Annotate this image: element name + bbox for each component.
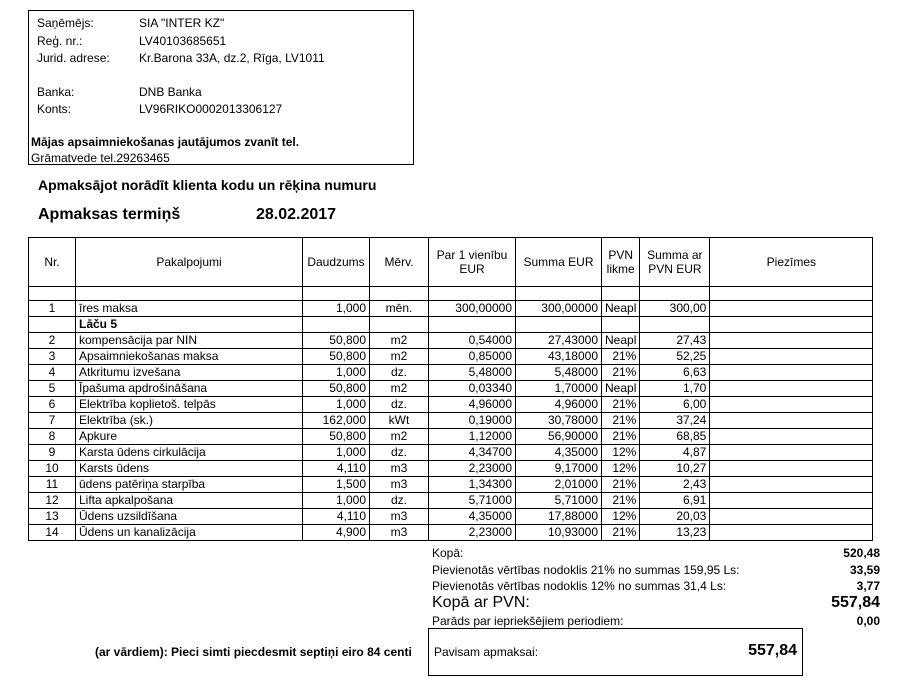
row-sum: 4,35000: [516, 445, 602, 461]
accountant-phone: Grāmatvede tel.29263465: [31, 151, 170, 165]
header-vat: PVN likme: [602, 238, 640, 287]
row-price: 4,34700: [429, 445, 516, 461]
row-notes: [710, 493, 873, 509]
row-notes: [710, 413, 873, 429]
table-row: [29, 477, 873, 493]
row-sum-vat: 6,91: [640, 493, 710, 509]
row-vat: Neapl: [602, 333, 640, 349]
row-sum-vat: 10,27: [640, 461, 710, 477]
table-row: [29, 381, 873, 397]
row-price: 5,71000: [429, 493, 516, 509]
row-vat: 21%: [602, 365, 640, 381]
row-service: Atkritumu izvešana: [76, 365, 303, 381]
total-vat-label: Kopā ar PVN:: [432, 594, 530, 611]
row-unit: m2: [370, 333, 429, 349]
row-notes: [710, 333, 873, 349]
row-sum: 300,00000: [516, 301, 602, 317]
row-sum: 1,70000: [516, 381, 602, 397]
row-vat: 12%: [602, 445, 640, 461]
subtotal-value: 520,48: [843, 546, 880, 560]
payment-label: Pavisam apmaksai:: [434, 645, 539, 659]
row-sum: 9,17000: [516, 461, 602, 477]
vat12-value: 3,77: [856, 579, 880, 593]
header-price: Par 1 vienību EUR: [429, 238, 516, 287]
row-price: [429, 317, 516, 333]
vat21-label: Pievienotās vērtības nodoklis 21% no summas 159,95 Ls:: [432, 563, 740, 577]
row-vat: 12%: [602, 461, 640, 477]
table-row: [29, 445, 873, 461]
row-service: Lāču 5: [76, 317, 303, 333]
row-price: 2,23000: [429, 525, 516, 541]
row-vat: Neapl: [602, 381, 640, 397]
row-unit: dz.: [370, 493, 429, 509]
row-service: Elektrība (sk.): [76, 413, 303, 429]
row-unit: dz.: [370, 365, 429, 381]
row-qty: 50,800: [303, 429, 370, 445]
row-sum-vat: 37,24: [640, 413, 710, 429]
row-nr: 12: [29, 493, 76, 509]
recipient-label: Saņēmējs:: [37, 16, 94, 30]
row-service: Ūdens un kanalizācija: [76, 525, 303, 541]
vat21-value: 33,59: [849, 563, 880, 577]
row-sum: 56,90000: [516, 429, 602, 445]
row-sum-vat: 20,03: [640, 509, 710, 525]
row-nr: 8: [29, 429, 76, 445]
account-value: LV96RIKO0002013306127: [139, 102, 283, 116]
row-price: 4,96000: [429, 397, 516, 413]
row-notes: [710, 301, 873, 317]
header-sum: Summa EUR: [516, 238, 602, 287]
table-row: [29, 413, 873, 429]
row-unit: m3: [370, 525, 429, 541]
invoice-table: [28, 237, 873, 541]
row-sum: 17,88000: [516, 509, 602, 525]
row-sum: 30,78000: [516, 413, 602, 429]
row-notes: [710, 429, 873, 445]
row-qty: 50,800: [303, 333, 370, 349]
row-nr: 2: [29, 333, 76, 349]
row-notes: [710, 461, 873, 477]
row-unit: [370, 317, 429, 333]
row-sum-vat: 300,00: [640, 301, 710, 317]
row-notes: [710, 349, 873, 365]
row-unit: m3: [370, 477, 429, 493]
payment-instruction: Apmaksājot norādīt klienta kodu un rēķina numuru: [38, 177, 377, 193]
row-sum: 2,01000: [516, 477, 602, 493]
row-qty: 1,000: [303, 301, 370, 317]
row-service: Karsts ūdens: [76, 461, 303, 477]
row-service: Karsta ūdens cirkulācija: [76, 445, 303, 461]
row-price: 0,85000: [429, 349, 516, 365]
table-row: [29, 525, 873, 541]
row-service: Lifta apkalpošana: [76, 493, 303, 509]
table-row: [29, 429, 873, 445]
bank-label: Banka:: [37, 85, 75, 99]
row-price: 0,03340: [429, 381, 516, 397]
phone-note: Mājas apsaimniekošanas jautājumos zvanīt tel.: [31, 135, 300, 149]
row-unit: m2: [370, 349, 429, 365]
row-notes: [710, 525, 873, 541]
row-unit: m3: [370, 461, 429, 477]
row-price: 1,34300: [429, 477, 516, 493]
row-service: īres maksa: [76, 301, 303, 317]
table-header-row: [29, 238, 873, 287]
legal-address-value: Kr.Barona 33A, dz.2, Rīga, LV1011: [139, 51, 325, 65]
row-sum-vat: 52,25: [640, 349, 710, 365]
row-unit: mēn.: [370, 301, 429, 317]
payment-value: 557,84: [748, 642, 797, 659]
row-nr: 4: [29, 365, 76, 381]
row-qty: 50,800: [303, 381, 370, 397]
row-service: ūdens patēriņa starpība: [76, 477, 303, 493]
row-vat: [602, 317, 640, 333]
table-row: [29, 397, 873, 413]
row-unit: m2: [370, 381, 429, 397]
row-sum-vat: 13,23: [640, 525, 710, 541]
row-qty: 4,110: [303, 461, 370, 477]
row-nr: 14: [29, 525, 76, 541]
row-vat: 21%: [602, 525, 640, 541]
row-notes: [710, 509, 873, 525]
row-sum: [516, 317, 602, 333]
row-qty: 50,800: [303, 349, 370, 365]
debt-value: 0,00: [856, 614, 880, 628]
row-nr: 5: [29, 381, 76, 397]
row-unit: dz.: [370, 445, 429, 461]
table-row: [29, 365, 873, 381]
row-sum: 10,93000: [516, 525, 602, 541]
row-sum: 5,71000: [516, 493, 602, 509]
reg-nr-label: Reģ. nr.:: [37, 34, 83, 48]
row-notes: [710, 381, 873, 397]
row-unit: dz.: [370, 397, 429, 413]
row-vat: 12%: [602, 509, 640, 525]
row-vat: 21%: [602, 493, 640, 509]
header-service: Pakalpojumi: [76, 238, 303, 287]
row-unit: m3: [370, 509, 429, 525]
row-service: Apsaimniekošanas maksa: [76, 349, 303, 365]
row-vat: 21%: [602, 413, 640, 429]
table-row: [29, 301, 873, 317]
total-vat-value: 557,84: [831, 594, 880, 611]
subtotal-label: Kopā:: [432, 546, 464, 560]
row-nr: 11: [29, 477, 76, 493]
row-nr: 10: [29, 461, 76, 477]
row-price: 300,00000: [429, 301, 516, 317]
recipient-box: [28, 10, 414, 165]
header-unit: Mērv.: [370, 238, 429, 287]
row-notes: [710, 397, 873, 413]
row-notes: [710, 317, 873, 333]
row-vat: 21%: [602, 349, 640, 365]
row-nr: 1: [29, 301, 76, 317]
row-price: 0,19000: [429, 413, 516, 429]
table-row: [29, 333, 873, 349]
row-price: 5,48000: [429, 365, 516, 381]
row-nr: 7: [29, 413, 76, 429]
row-sum: 5,48000: [516, 365, 602, 381]
account-label: Konts:: [37, 102, 72, 116]
table-row: [29, 509, 873, 525]
amount-in-words: (ar vārdiem): Pieci simti piecdesmit septiņi eiro 84 centi: [95, 645, 412, 659]
header-qty: Daudzums: [303, 238, 370, 287]
debt-label: Parāds par iepriekšējiem periodiem:: [432, 614, 624, 628]
table-row: [29, 461, 873, 477]
row-sum-vat: [640, 317, 710, 333]
row-vat: 21%: [602, 397, 640, 413]
row-notes: [710, 445, 873, 461]
row-qty: 1,000: [303, 493, 370, 509]
row-qty: 4,110: [303, 509, 370, 525]
row-sum-vat: 6,00: [640, 397, 710, 413]
row-sum: 43,18000: [516, 349, 602, 365]
table-row: [29, 493, 873, 509]
row-qty: 1,500: [303, 477, 370, 493]
row-qty: 1,000: [303, 445, 370, 461]
row-sum-vat: 1,70: [640, 381, 710, 397]
row-vat: Neapl: [602, 301, 640, 317]
vat12-label: Pievienotās vērtības nodoklis 12% no summas 31,4 Ls:: [432, 579, 727, 593]
row-service: Apkure: [76, 429, 303, 445]
row-sum-vat: 68,85: [640, 429, 710, 445]
row-qty: 162,000: [303, 413, 370, 429]
row-price: 4,35000: [429, 509, 516, 525]
due-date: 28.02.2017: [256, 206, 337, 223]
row-qty: 1,000: [303, 397, 370, 413]
row-qty: 4,900: [303, 525, 370, 541]
row-sum: 4,96000: [516, 397, 602, 413]
row-price: 0,54000: [429, 333, 516, 349]
due-label: Apmaksas termiņš: [38, 206, 181, 223]
row-sum-vat: 2,43: [640, 477, 710, 493]
row-nr: 6: [29, 397, 76, 413]
table-row: [29, 317, 873, 333]
header-nr: Nr.: [29, 238, 76, 287]
row-service: Īpašuma apdrošināšana: [76, 381, 303, 397]
row-vat: 21%: [602, 477, 640, 493]
row-nr: 3: [29, 349, 76, 365]
row-unit: kWt: [370, 413, 429, 429]
payment-box: [428, 628, 803, 676]
bank-value: DNB Banka: [139, 85, 202, 99]
row-vat: 21%: [602, 429, 640, 445]
row-sum-vat: 27,43: [640, 333, 710, 349]
row-notes: [710, 477, 873, 493]
header-notes: Piezīmes: [710, 238, 873, 287]
header-sum-vat: Summa ar PVN EUR: [640, 238, 710, 287]
row-qty: 1,000: [303, 365, 370, 381]
row-nr: [29, 317, 76, 333]
row-unit: m2: [370, 429, 429, 445]
row-qty: [303, 317, 370, 333]
row-price: 1,12000: [429, 429, 516, 445]
row-sum-vat: 4,87: [640, 445, 710, 461]
recipient-value: SIA "INTER KZ": [139, 16, 225, 30]
row-service: kompensācija par NIN: [76, 333, 303, 349]
row-sum-vat: 6,63: [640, 365, 710, 381]
row-service: Ūdens uzsildīšana: [76, 509, 303, 525]
row-sum: 27,43000: [516, 333, 602, 349]
row-notes: [710, 365, 873, 381]
table-body: [29, 287, 873, 541]
row-price: 2,23000: [429, 461, 516, 477]
legal-address-label: Jurid. adrese:: [37, 51, 110, 65]
table-row: [29, 349, 873, 365]
row-nr: 9: [29, 445, 76, 461]
row-service: Elektrība koplietoš. telpās: [76, 397, 303, 413]
row-nr: 13: [29, 509, 76, 525]
blank-row: [29, 287, 873, 301]
reg-nr-value: LV40103685651: [139, 34, 227, 48]
